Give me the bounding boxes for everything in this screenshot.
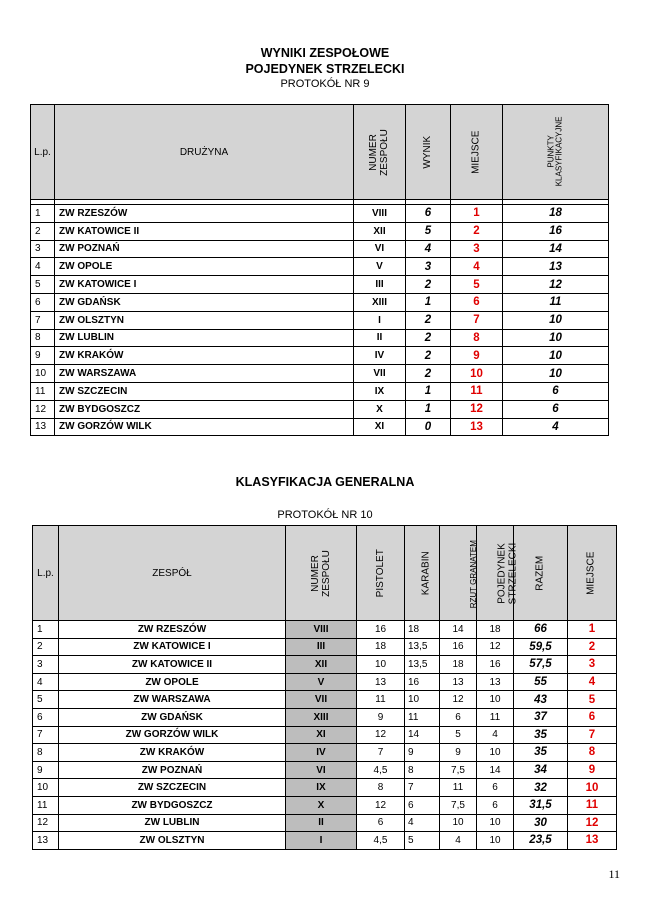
team-number-cell: XII xyxy=(286,656,357,674)
duel-header: POJEDYNEK STRZELECKI xyxy=(477,526,514,621)
lp-cell: 13 xyxy=(31,418,55,436)
grenade-cell: 18 xyxy=(440,656,477,674)
lp-cell: 11 xyxy=(31,382,55,400)
rifle-cell: 7 xyxy=(405,779,440,797)
team-number-cell: X xyxy=(354,400,406,418)
grenade-cell: 7,5 xyxy=(440,761,477,779)
duel-cell: 11 xyxy=(477,708,514,726)
team-number-cell: VI xyxy=(286,761,357,779)
team-number-cell: II xyxy=(286,814,357,832)
lp-cell: 8 xyxy=(33,744,59,762)
result-header: WYNIK xyxy=(406,105,451,200)
table-row xyxy=(31,382,609,400)
place-cell: 5 xyxy=(451,276,503,294)
table-row xyxy=(33,621,617,639)
team-name-cell: ZW POZNAŃ xyxy=(59,761,286,779)
duel-cell: 10 xyxy=(477,814,514,832)
grenade-cell: 11 xyxy=(440,779,477,797)
section1-protocol: PROTOKÓŁ NR 9 xyxy=(280,78,370,90)
rifle-header: KARABIN xyxy=(405,526,440,621)
total-cell: 34 xyxy=(514,761,568,779)
place-cell: 10 xyxy=(451,365,503,383)
table-row xyxy=(31,276,609,294)
pistol-cell: 11 xyxy=(357,691,405,709)
table-row xyxy=(31,205,609,223)
team-number-cell: IX xyxy=(286,779,357,797)
total-cell: 35 xyxy=(514,726,568,744)
pistol-cell: 4,5 xyxy=(357,832,405,850)
points-cell: 6 xyxy=(503,400,609,418)
team-name-cell: ZW KATOWICE II xyxy=(59,656,286,674)
team-number-cell: IV xyxy=(354,347,406,365)
grenade-cell: 16 xyxy=(440,638,477,656)
result-cell: 2 xyxy=(406,329,451,347)
lp-cell: 11 xyxy=(33,796,59,814)
result-cell: 3 xyxy=(406,258,451,276)
result-cell: 0 xyxy=(406,418,451,436)
points-cell: 16 xyxy=(503,222,609,240)
team-name-cell: ZW BYDGOSZCZ xyxy=(55,400,354,418)
table-row xyxy=(31,258,609,276)
lp-cell: 2 xyxy=(33,638,59,656)
pistol-cell: 13 xyxy=(357,673,405,691)
place-cell: 9 xyxy=(568,761,617,779)
team-number-cell: XIII xyxy=(286,708,357,726)
team-number-cell: VII xyxy=(354,365,406,383)
team-name-cell: ZW OLSZTYN xyxy=(59,832,286,850)
total-cell: 30 xyxy=(514,814,568,832)
table-row xyxy=(33,744,617,762)
duel-cell: 10 xyxy=(477,744,514,762)
table-row xyxy=(33,814,617,832)
lp-cell: 5 xyxy=(33,691,59,709)
duel-cell: 14 xyxy=(477,761,514,779)
team-number-cell: VI xyxy=(354,240,406,258)
table-row xyxy=(33,656,617,674)
rifle-cell: 5 xyxy=(405,832,440,850)
lp-cell: 12 xyxy=(33,814,59,832)
place-cell: 12 xyxy=(451,400,503,418)
place-cell: 2 xyxy=(568,638,617,656)
place-cell: 9 xyxy=(451,347,503,365)
place-cell: 1 xyxy=(451,205,503,223)
section2-title: KLASYFIKACJA GENERALNA xyxy=(235,475,415,489)
team-name-cell: ZW GDAŃSK xyxy=(59,708,286,726)
lp-cell: 10 xyxy=(31,365,55,383)
table-row xyxy=(33,761,617,779)
place-cell: 13 xyxy=(568,832,617,850)
pistol-header: PISTOLET xyxy=(357,526,405,621)
lp-cell: 6 xyxy=(33,708,59,726)
place-cell: 3 xyxy=(451,240,503,258)
place-cell: 4 xyxy=(451,258,503,276)
rifle-cell: 18 xyxy=(405,621,440,639)
team-number-cell: II xyxy=(354,329,406,347)
result-cell: 2 xyxy=(406,365,451,383)
team-name-cell: ZW POZNAŃ xyxy=(55,240,354,258)
lp-header-2: L.p. xyxy=(33,526,59,621)
grenade-cell: 14 xyxy=(440,621,477,639)
points-cell: 10 xyxy=(503,365,609,383)
team-name-cell: ZW GORZÓW WILK xyxy=(55,418,354,436)
total-header: RAZEM xyxy=(514,526,568,621)
team-header-2: ZESPÓŁ xyxy=(59,526,286,621)
result-cell: 6 xyxy=(406,205,451,223)
rifle-cell: 13,5 xyxy=(405,656,440,674)
duel-cell: 13 xyxy=(477,673,514,691)
place-cell: 2 xyxy=(451,222,503,240)
rifle-cell: 9 xyxy=(405,744,440,762)
table-row xyxy=(31,365,609,383)
team-number-header-2: NUMER ZESPOŁU xyxy=(286,526,357,621)
rifle-cell: 8 xyxy=(405,761,440,779)
total-cell: 32 xyxy=(514,779,568,797)
table-row xyxy=(33,691,617,709)
team-number-cell: XI xyxy=(286,726,357,744)
rifle-cell: 13,5 xyxy=(405,638,440,656)
team-name-cell: ZW LUBLIN xyxy=(55,329,354,347)
team-name-cell: ZW SZCZECIN xyxy=(55,382,354,400)
pistol-cell: 9 xyxy=(357,708,405,726)
team-number-cell: III xyxy=(354,276,406,294)
pistol-cell: 12 xyxy=(357,726,405,744)
points-cell: 11 xyxy=(503,293,609,311)
table-row xyxy=(31,293,609,311)
team-name-cell: ZW OPOLE xyxy=(55,258,354,276)
place-cell: 3 xyxy=(568,656,617,674)
points-cell: 13 xyxy=(503,258,609,276)
result-cell: 1 xyxy=(406,293,451,311)
team-name-cell: ZW KRAKÓW xyxy=(59,744,286,762)
total-cell: 55 xyxy=(514,673,568,691)
duel-cell: 6 xyxy=(477,796,514,814)
lp-cell: 6 xyxy=(31,293,55,311)
place-cell: 6 xyxy=(451,293,503,311)
table-row xyxy=(33,796,617,814)
total-cell: 23,5 xyxy=(514,832,568,850)
duel-cell: 4 xyxy=(477,726,514,744)
team-name-cell: ZW KRAKÓW xyxy=(55,347,354,365)
grenade-cell: 7,5 xyxy=(440,796,477,814)
team-number-cell: XIII xyxy=(354,293,406,311)
team-name-cell: ZW BYDGOSZCZ xyxy=(59,796,286,814)
points-cell: 4 xyxy=(503,418,609,436)
grenade-cell: 10 xyxy=(440,814,477,832)
lp-cell: 9 xyxy=(33,761,59,779)
lp-header: L.p. xyxy=(31,105,55,200)
result-cell: 1 xyxy=(406,382,451,400)
table-row xyxy=(31,311,609,329)
place-cell: 7 xyxy=(451,311,503,329)
rifle-cell: 10 xyxy=(405,691,440,709)
lp-cell: 10 xyxy=(33,779,59,797)
team-results-table xyxy=(30,104,609,436)
place-cell: 7 xyxy=(568,726,617,744)
lp-cell: 7 xyxy=(33,726,59,744)
place-cell: 6 xyxy=(568,708,617,726)
table-row xyxy=(33,832,617,850)
team-number-cell: VIII xyxy=(286,621,357,639)
table-row xyxy=(31,329,609,347)
section1-subtitle: POJEDYNEK STRZELECKI xyxy=(245,62,405,76)
pistol-cell: 10 xyxy=(357,656,405,674)
lp-cell: 7 xyxy=(31,311,55,329)
team-name-cell: ZW KATOWICE II xyxy=(55,222,354,240)
team-name-cell: ZW GDAŃSK xyxy=(55,293,354,311)
table-row xyxy=(33,779,617,797)
team-number-cell: I xyxy=(286,832,357,850)
team-number-cell: XII xyxy=(354,222,406,240)
section2-protocol: PROTOKÓŁ NR 10 xyxy=(277,509,373,521)
team-name-cell: ZW GORZÓW WILK xyxy=(59,726,286,744)
points-cell: 10 xyxy=(503,347,609,365)
lp-cell: 3 xyxy=(31,240,55,258)
lp-cell: 5 xyxy=(31,276,55,294)
table-row xyxy=(33,638,617,656)
pistol-cell: 8 xyxy=(357,779,405,797)
page-number: 11 xyxy=(608,867,620,881)
duel-cell: 6 xyxy=(477,779,514,797)
team-number-cell: X xyxy=(286,796,357,814)
team-name-cell: ZW KATOWICE I xyxy=(55,276,354,294)
lp-cell: 1 xyxy=(33,621,59,639)
result-cell: 2 xyxy=(406,276,451,294)
total-cell: 57,5 xyxy=(514,656,568,674)
lp-cell: 12 xyxy=(31,400,55,418)
team-name-cell: ZW RZESZÓW xyxy=(59,621,286,639)
rifle-cell: 14 xyxy=(405,726,440,744)
lp-cell: 2 xyxy=(31,222,55,240)
team-number-cell: V xyxy=(354,258,406,276)
place-header-2: MIEJSCE xyxy=(568,526,617,621)
team-name-cell: ZW WARSZAWA xyxy=(59,691,286,709)
table-row xyxy=(33,726,617,744)
place-cell: 10 xyxy=(568,779,617,797)
result-cell: 2 xyxy=(406,311,451,329)
place-header: MIEJSCE xyxy=(451,105,503,200)
rifle-cell: 16 xyxy=(405,673,440,691)
lp-cell: 13 xyxy=(33,832,59,850)
total-cell: 43 xyxy=(514,691,568,709)
section1-title: WYNIKI ZESPOŁOWE xyxy=(260,46,390,60)
pistol-cell: 18 xyxy=(357,638,405,656)
total-cell: 66 xyxy=(514,621,568,639)
total-cell: 37 xyxy=(514,708,568,726)
pistol-cell: 7 xyxy=(357,744,405,762)
team-number-cell: III xyxy=(286,638,357,656)
general-classification-table xyxy=(32,525,617,850)
team-number-cell: IV xyxy=(286,744,357,762)
points-cell: 18 xyxy=(503,205,609,223)
duel-cell: 16 xyxy=(477,656,514,674)
points-cell: 10 xyxy=(503,329,609,347)
rifle-cell: 11 xyxy=(405,708,440,726)
grenade-cell: 12 xyxy=(440,691,477,709)
place-cell: 11 xyxy=(451,382,503,400)
lp-cell: 9 xyxy=(31,347,55,365)
team-number-cell: IX xyxy=(354,382,406,400)
grenade-cell: 5 xyxy=(440,726,477,744)
grenade-cell: 4 xyxy=(440,832,477,850)
table-row xyxy=(31,400,609,418)
pistol-cell: 4,5 xyxy=(357,761,405,779)
duel-cell: 18 xyxy=(477,621,514,639)
team-name-cell: ZW OLSZTYN xyxy=(55,311,354,329)
pistol-cell: 12 xyxy=(357,796,405,814)
table-row xyxy=(31,222,609,240)
rifle-cell: 4 xyxy=(405,814,440,832)
points-header: PUNKTY KLASYFIKACYJNE xyxy=(503,105,609,200)
place-cell: 13 xyxy=(451,418,503,436)
team-name-cell: ZW WARSZAWA xyxy=(55,365,354,383)
table-row xyxy=(31,347,609,365)
team-number-cell: VII xyxy=(286,691,357,709)
table-row xyxy=(31,240,609,258)
total-cell: 35 xyxy=(514,744,568,762)
grenade-cell: 6 xyxy=(440,708,477,726)
team-header: DRUŻYNA xyxy=(55,105,354,200)
points-cell: 12 xyxy=(503,276,609,294)
points-cell: 14 xyxy=(503,240,609,258)
place-cell: 4 xyxy=(568,673,617,691)
team-number-cell: XI xyxy=(354,418,406,436)
place-cell: 5 xyxy=(568,691,617,709)
total-cell: 59,5 xyxy=(514,638,568,656)
total-cell: 31,5 xyxy=(514,796,568,814)
place-cell: 11 xyxy=(568,796,617,814)
duel-cell: 10 xyxy=(477,832,514,850)
team-name-cell: ZW OPOLE xyxy=(59,673,286,691)
result-cell: 5 xyxy=(406,222,451,240)
result-cell: 2 xyxy=(406,347,451,365)
lp-cell: 4 xyxy=(31,258,55,276)
pistol-cell: 6 xyxy=(357,814,405,832)
grenade-cell: 9 xyxy=(440,744,477,762)
duel-cell: 12 xyxy=(477,638,514,656)
place-cell: 12 xyxy=(568,814,617,832)
points-cell: 10 xyxy=(503,311,609,329)
place-cell: 1 xyxy=(568,621,617,639)
place-cell: 8 xyxy=(568,744,617,762)
team-name-cell: ZW LUBLIN xyxy=(59,814,286,832)
team-number-cell: VIII xyxy=(354,205,406,223)
team-name-cell: ZW RZESZÓW xyxy=(55,205,354,223)
result-cell: 4 xyxy=(406,240,451,258)
team-name-cell: ZW KATOWICE I xyxy=(59,638,286,656)
team-number-cell: V xyxy=(286,673,357,691)
lp-cell: 4 xyxy=(33,673,59,691)
team-number-header: NUMER ZESPOŁU xyxy=(354,105,406,200)
lp-cell: 3 xyxy=(33,656,59,674)
duel-cell: 10 xyxy=(477,691,514,709)
points-cell: 6 xyxy=(503,382,609,400)
grenade-cell: 13 xyxy=(440,673,477,691)
grenade-header: RZUT GRANATEM xyxy=(440,526,477,621)
result-cell: 1 xyxy=(406,400,451,418)
place-cell: 8 xyxy=(451,329,503,347)
table-row xyxy=(33,708,617,726)
table-row xyxy=(33,673,617,691)
team-name-cell: ZW SZCZECIN xyxy=(59,779,286,797)
team-number-cell: I xyxy=(354,311,406,329)
table-row xyxy=(31,418,609,436)
lp-cell: 8 xyxy=(31,329,55,347)
lp-cell: 1 xyxy=(31,205,55,223)
rifle-cell: 6 xyxy=(405,796,440,814)
pistol-cell: 16 xyxy=(357,621,405,639)
